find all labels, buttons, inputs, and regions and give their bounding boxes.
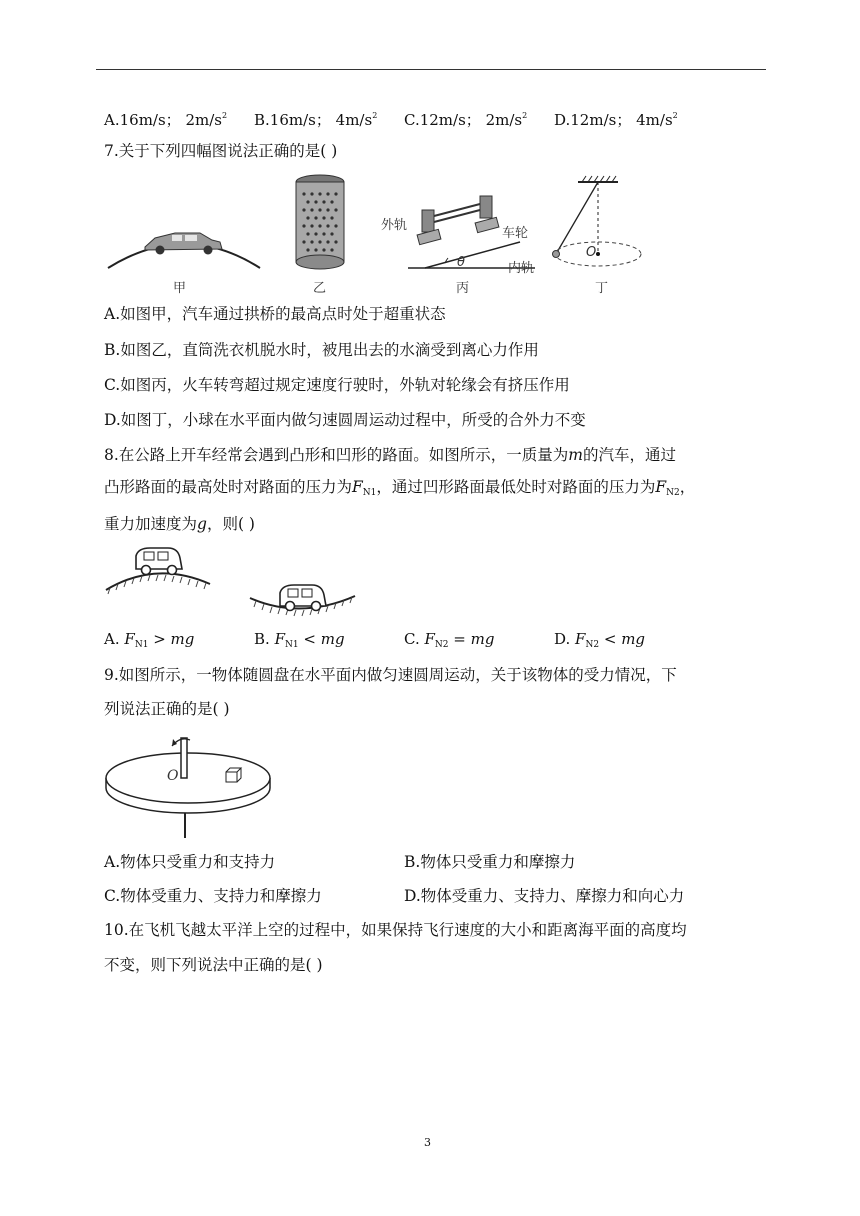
figure-jia-bridge-car (108, 233, 260, 268)
label-o-pendulum: O (586, 245, 597, 260)
q9-option-a[interactable]: A.物体只受重力和支持力 (104, 853, 276, 871)
page-number: 3 (424, 1136, 431, 1149)
label-theta: θ (457, 255, 465, 270)
q9-option-d[interactable]: D.物体受重力、支持力、摩擦力和向心力 (404, 887, 685, 905)
figure-ding-conical-pendulum (553, 176, 642, 266)
q6-option-b[interactable]: B.16m/s； $4m/s^2$ (254, 111, 378, 129)
q6-option-a[interactable]: A.16m/s； $2m/s^2$ (104, 111, 228, 129)
q6-option-d[interactable]: D.12m/s； $4m/s^2$ (554, 111, 678, 129)
q10-line1: 10.在飞机飞越太平洋上空的过程中，如果保持飞行速度的大小和距离海平面的高度均 (104, 921, 687, 939)
label-wheel: 车轮 (502, 226, 529, 241)
q7-option-d[interactable]: D.如图丁，小球在水平面内做匀速圆周运动过程中，所受的合外力不变 (104, 411, 586, 429)
q9-option-c[interactable]: C.物体受重力、支持力和摩擦力 (104, 887, 322, 905)
q9-option-b[interactable]: B.物体只受重力和摩擦力 (404, 853, 576, 871)
q8-option-b[interactable]: B. $F_{N1}$ < mg (254, 630, 345, 650)
q7-option-b[interactable]: B.如图乙，直筒洗衣机脱水时，被甩出去的水滴受到离心力作用 (104, 341, 539, 359)
q8-option-a[interactable]: A. $F_{N1}$ > mg (104, 630, 195, 650)
figure-label-ding: 丁 (595, 281, 609, 296)
label-inner-rail: 内轨 (508, 261, 535, 276)
q8-option-d[interactable]: D. $F_{N2}$ < mg (554, 630, 646, 650)
q9-line2: 列说法正确的是( ) (104, 700, 230, 718)
figure-label-jia: 甲 (173, 281, 187, 296)
q7-option-a[interactable]: A.如图甲，汽车通过拱桥的最高点时处于超重状态 (104, 305, 446, 323)
figure-label-yi: 乙 (313, 281, 327, 296)
q8-line2: 凸形路面的最高处时对路面的压力为$F_{N1}$，通过凹形路面最低处时对路面的压力为$F_{N2}$， (104, 478, 696, 498)
label-outer-rail: 外轨 (381, 218, 408, 233)
q8-line1: 8.在公路上开车经常会遇到凸形和凹形的路面。如图所示，一质量为m的汽车，通过 (104, 446, 677, 464)
q6-option-c[interactable]: C.12m/s； $2m/s^2$ (404, 111, 528, 129)
q9-line1: 9.如图所示，一物体随圆盘在水平面内做匀速圆周运动，关于该物体的受力情况，下 (104, 666, 677, 684)
q8-option-c[interactable]: C. $F_{N2}$ = mg (404, 630, 495, 650)
q9-figure-turntable (100, 730, 280, 842)
q10-line2: 不变，则下列说法中正确的是( ) (104, 956, 323, 974)
q8-figure-roads (100, 540, 370, 620)
figure-yi-washing-drum (296, 175, 344, 269)
label-o-turntable: O (167, 768, 179, 784)
q7-stem: 7.关于下列四幅图说法正确的是( ) (104, 142, 338, 160)
convex-road-car (106, 548, 210, 594)
figure-label-bing: 丙 (456, 281, 470, 296)
q8-line3: 重力加速度为g，则( ) (104, 515, 255, 533)
header-rule (96, 69, 766, 70)
q7-option-c[interactable]: C.如图丙，火车转弯超过规定速度行驶时，外轨对轮缘会有挤压作用 (104, 376, 570, 394)
concave-road-car (250, 585, 355, 616)
